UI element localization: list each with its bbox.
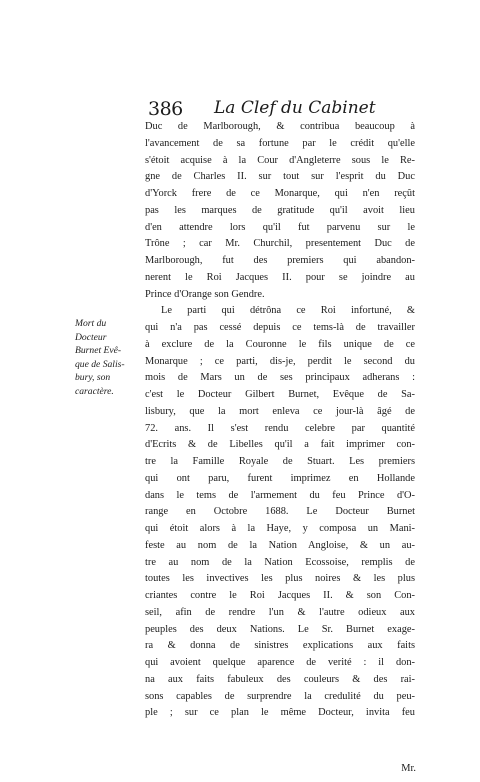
- text-line: peuples des deux Nations. Le Sr. Burnet exage-: [145, 623, 415, 635]
- text-line: d'Yorck frere de ce Monarque, qui n'en reçût: [145, 188, 415, 199]
- margin-note-line: que de Salis-: [75, 358, 125, 370]
- text-line: pas les marques de gratitude qu'il avoit lieu: [145, 204, 415, 216]
- text-line: na aux faits fabuleux des couleurs & des rai-: [145, 673, 415, 685]
- text-line: nerent le Roi Jacques II. pour se joindre au: [145, 271, 415, 283]
- text-line: Monarque ; ce parti, dis-je, perdit le second du: [145, 355, 415, 367]
- text-line: qui avoient quelque aparence de verité : il don-: [145, 657, 415, 668]
- text-line: range en Octobre 1688. Le Docteur Burnet: [145, 506, 415, 518]
- text-line: à exclure de la Couronne le fils unique de ce: [145, 338, 415, 350]
- text-line: tre au nom de la Nation Ecossoise, remplis de: [145, 556, 415, 568]
- text-line: mois de Mars un de ses principaux adherans :: [145, 372, 415, 384]
- text-line: d'Ecrits & de Libelles qu'il a fait imprimer con-: [145, 439, 415, 451]
- text-line: lisbury, que la mort enleva ce jour-là âgé de: [145, 405, 415, 417]
- text-line: d'en attendre lors qu'il fut parvenu sur le: [145, 221, 415, 233]
- margin-note-line: Burnet Evê-: [75, 345, 122, 356]
- catchword: Mr.: [401, 763, 416, 774]
- text-line: 72. ans. Il s'est rendu celebre par quantité: [145, 422, 415, 434]
- margin-note-line: Docteur: [75, 331, 107, 343]
- body-text: [145, 119, 415, 722]
- text-line: l'avancement de sa fortune par le crédit qu'elle: [145, 137, 415, 149]
- text-line: qui n'a pas cessé depuis ce tems-là de travailler: [145, 322, 415, 333]
- text-line: sons capables de surprendre la credulité du peu-: [145, 690, 415, 702]
- text-line: gne de Charles II. sur tout sur l'esprit du Duc: [145, 171, 415, 183]
- margin-note: [75, 317, 147, 398]
- text-line: qui étoit alors à la Haye, y composa un Mani-: [145, 523, 415, 534]
- text-line: Duc de Marlborough, & contribua beaucoup à: [145, 121, 415, 132]
- text-line: feste au nom de la Nation Angloise, & un au-: [145, 539, 415, 551]
- text-line: toutes les invectives les plus noires & les plus: [145, 573, 415, 585]
- page-number: 386: [148, 98, 183, 120]
- text-line: seil, afin de rendre l'un & l'autre odieux aux: [145, 606, 415, 618]
- text-line: tre la Famille Royale de Stuart. Les premiers: [145, 456, 415, 467]
- margin-note-line: Mort du: [75, 318, 107, 329]
- text-line: qui ont paru, furent imprimez en Hollande: [145, 472, 415, 484]
- text-line: c'est le Docteur Gilbert Burnet, Evêque de Sa-: [145, 389, 415, 400]
- text-line: ra & donna de sinistres explications aux faits: [145, 640, 415, 652]
- text-line: ple ; sur ce plan le même Docteur, invita feu: [145, 707, 415, 719]
- text-line: Prince d'Orange son Gendre.: [145, 288, 265, 300]
- text-line: criantes contre le Roi Jacques II. & son Con-: [145, 590, 415, 601]
- text-line: Trône ; car Mr. Churchil, presentement Duc de: [145, 238, 415, 250]
- margin-note-line: caractère.: [75, 385, 114, 397]
- running-title: La Clef du Cabinet: [214, 98, 376, 118]
- text-line: Le parti qui détrôna ce Roi infortuné, &: [161, 305, 415, 317]
- text-line: Marlborough, fut des premiers qui abandon-: [145, 255, 415, 266]
- text-line: s'étoit acquise à la Cour d'Angleterre sous le Re-: [145, 154, 415, 166]
- page-header: [148, 98, 414, 120]
- text-line: dans le tems de l'armement du feu Prince d'O-: [145, 489, 415, 501]
- margin-note-line: bury, son: [75, 372, 111, 383]
